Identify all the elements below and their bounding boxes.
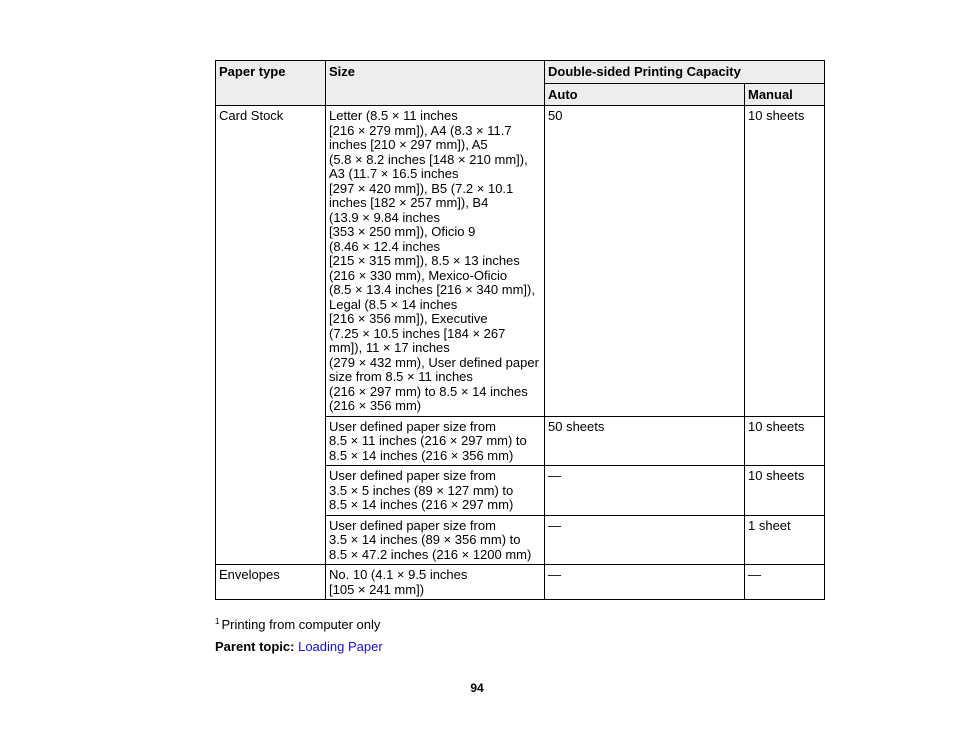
header-size: Size	[326, 61, 545, 106]
footnote-marker: 1	[215, 617, 220, 626]
size-line: (5.8 × 8.2 inches [148 × 210 mm]),	[329, 151, 528, 167]
size-line: No. 10 (4.1 × 9.5 inches	[329, 567, 468, 582]
size-line: 8.5 × 14 inches (216 × 356 mm)	[329, 447, 514, 463]
manual-cell: 10 sheets	[745, 416, 825, 466]
paper-type-cell: Card Stock	[216, 106, 326, 565]
parent-topic-label: Parent topic:	[215, 639, 295, 654]
size-cell	[326, 416, 545, 466]
size-line: (13.9 × 9.84 inches	[329, 209, 440, 225]
size-line: (8.5 × 13.4 inches [216 × 340 mm]),	[329, 282, 535, 297]
paper-capacity-table	[215, 60, 825, 600]
auto-cell: —	[545, 565, 745, 600]
size-line: [215 × 315 mm]), 8.5 × 13 inches	[329, 253, 520, 268]
size-line: (7.25 × 10.5 inches [184 × 267	[329, 325, 506, 341]
auto-cell: —	[545, 515, 745, 565]
header-auto: Auto	[545, 83, 745, 106]
size-line: 3.5 × 14 inches (89 × 356 mm) to	[329, 532, 521, 547]
auto-cell: 50	[545, 106, 745, 417]
size-line: [216 × 356 mm]), Executive	[329, 311, 488, 326]
size-line: 8.5 × 47.2 inches (216 × 1200 mm)	[329, 546, 532, 562]
size-line: inches [182 × 257 mm]), B4	[329, 195, 489, 210]
size-cell	[326, 466, 545, 516]
size-cell	[326, 515, 545, 565]
manual-cell: 1 sheet	[745, 515, 825, 565]
size-line: inches [210 × 297 mm]), A5	[329, 137, 488, 152]
manual-cell: 10 sheets	[745, 106, 825, 417]
size-line: mm]), 11 × 17 inches	[329, 340, 450, 355]
size-line: [216 × 279 mm]), A4 (8.3 × 11.7	[329, 122, 512, 138]
size-line: [353 × 250 mm]), Oficio 9	[329, 224, 476, 239]
header-paper-type: Paper type	[216, 61, 326, 106]
size-line: (216 × 297 mm) to 8.5 × 14 inches	[329, 383, 528, 399]
size-line: Legal (8.5 × 14 inches	[329, 296, 458, 312]
table-row	[216, 565, 825, 600]
size-line: size from 8.5 × 11 inches	[329, 369, 473, 384]
manual-cell: —	[745, 565, 825, 600]
manual-cell: 10 sheets	[745, 466, 825, 516]
header-manual: Manual	[745, 83, 825, 106]
size-line: User defined paper size from	[329, 517, 496, 533]
footnote-text: Printing from computer only	[221, 617, 381, 632]
size-line: 8.5 × 11 inches (216 × 297 mm) to	[329, 433, 527, 448]
size-line: 3.5 × 5 inches (89 × 127 mm) to	[329, 482, 514, 498]
size-line: [105 × 241 mm])	[329, 581, 425, 597]
size-line: 8.5 × 14 inches (216 × 297 mm)	[329, 497, 514, 512]
size-line: (216 × 330 mm), Mexico-Oficio	[329, 267, 508, 283]
table-row	[216, 106, 825, 417]
size-line: A3 (11.7 × 16.5 inches	[329, 166, 459, 181]
size-line: [297 × 420 mm]), B5 (7.2 × 10.1	[329, 180, 514, 196]
paper-type-cell: Envelopes	[216, 565, 326, 600]
auto-cell: 50 sheets	[545, 416, 745, 466]
header-capacity: Double-sided Printing Capacity	[545, 61, 825, 84]
size-line: (8.46 × 12.4 inches	[329, 238, 440, 254]
parent-topic	[215, 639, 383, 654]
size-cell	[326, 106, 545, 417]
size-line: (216 × 356 mm)	[329, 398, 422, 413]
page-number: 94	[470, 681, 484, 695]
auto-cell: —	[545, 466, 745, 516]
size-line: User defined paper size from	[329, 468, 496, 483]
size-line: (279 × 432 mm), User defined paper	[329, 354, 539, 370]
footnote	[215, 617, 380, 632]
size-cell	[326, 565, 545, 600]
parent-topic-link[interactable]: Loading Paper	[298, 639, 383, 654]
size-line: Letter (8.5 × 11 inches	[329, 108, 458, 123]
size-line: User defined paper size from	[329, 418, 496, 434]
